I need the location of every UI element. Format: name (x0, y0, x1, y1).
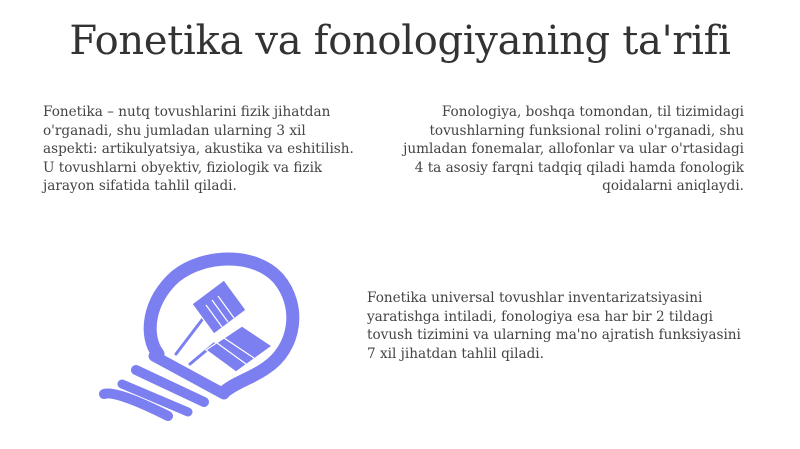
slide-title: Fonetika va fonologiyaning ta'rifi (69, 18, 731, 64)
comparison-paragraph: Fonetika universal tovushlar inventarizatsiyasini yaratishga intiladi, fonologiya esa har bir 2 tildagi tovush tizimini va ularning ma'no ajratish funksiyasini 7 xil jihatdan tahlil qiladi. (367, 290, 741, 362)
phonetics-paragraph: Fonetika – nutq tovushlarini fizik jihatdan o'rganadi, shu jumladan ularning 3 xil aspekti: artikulyatsiya, akustika va eshitilish. U tovushlarni obyektiv, fiziologik va fizik jarayon sifatida tahlil qiladi. (43, 104, 354, 194)
lightbulb-with-book-icon (96, 252, 316, 422)
phonology-paragraph: Fonologiya, boshqa tomondan, til tizimidagi tovushlarning funksional rolini o'rganadi, shu jumladan fonemalar, allofonlar va ular o'rtasidagi 4 ta asosiy farqni tadqiq qiladi hamda fonologik qoidalarni aniqlaydi. (403, 104, 744, 194)
